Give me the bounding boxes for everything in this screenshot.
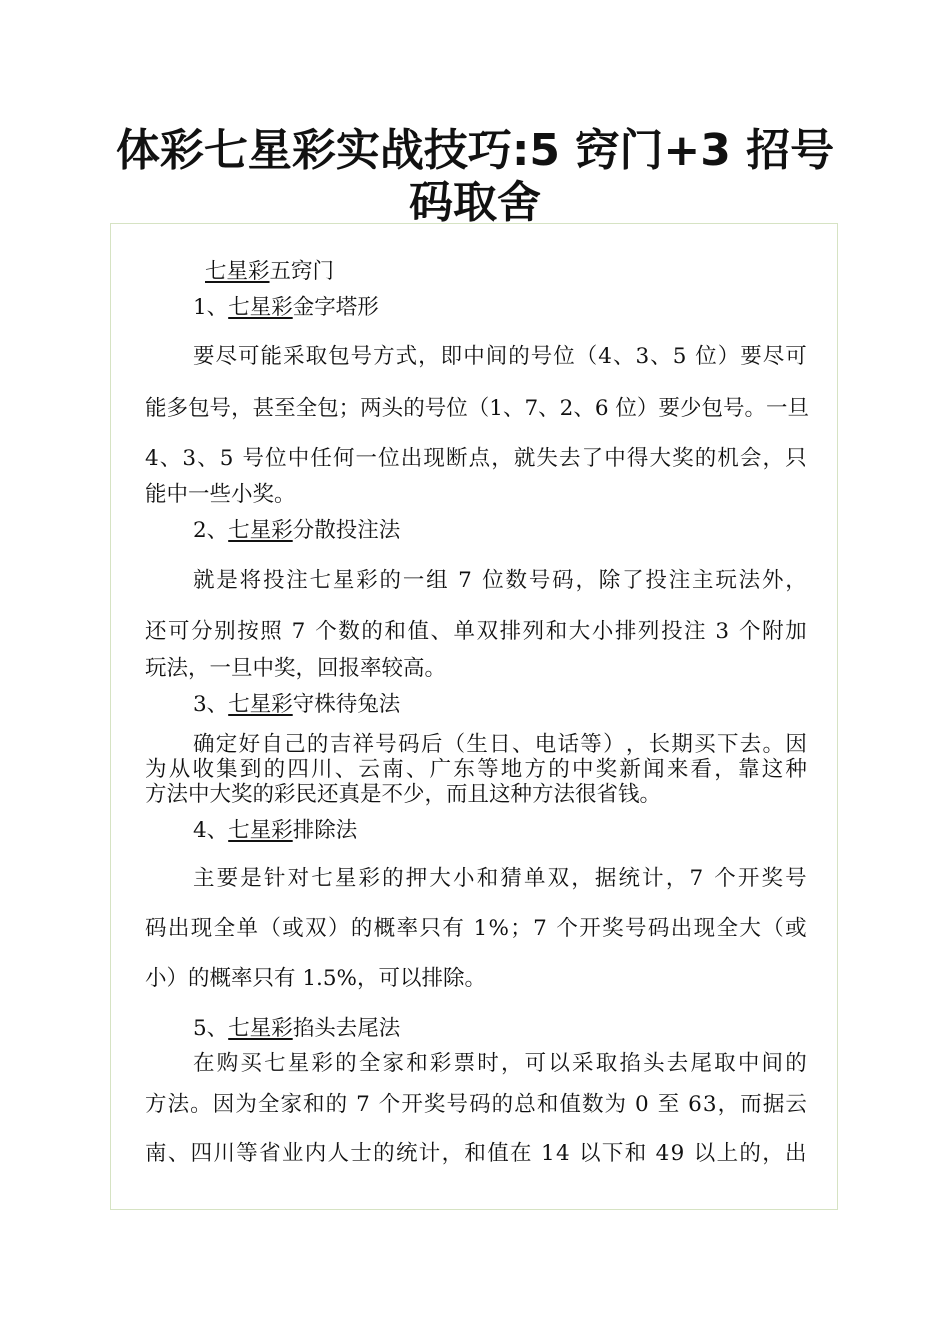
- paragraph-line: 为 从 收 集 到 的 四 川 、 云 南 、 广 东 等 地 方 的 中 奖 新 闻 来 看 ， 靠 这 种: [145, 757, 807, 782]
- item-heading-3: [193, 692, 400, 718]
- keyword-link[interactable]: 七星彩: [228, 692, 293, 717]
- keyword-link[interactable]: 七星彩: [228, 518, 293, 543]
- keyword-link[interactable]: 七星彩: [228, 818, 293, 843]
- item-name: 排除法: [292, 818, 358, 843]
- item-heading-5: [193, 1016, 400, 1042]
- item-name: 金字塔形: [292, 295, 379, 320]
- paragraph-line: 确 定 好 自 己 的 吉 祥 号 码 后 （ 生 日 、 电 话 等 ） ， 长 期 买 下 去 。 因: [193, 732, 807, 757]
- paragraph-line: 在 购 买 七 星 彩 的 全 家 和 彩 票 时 ， 可 以 采 取 掐 头 去 尾 取 中 间 的: [193, 1051, 807, 1076]
- paragraph-line: 4 、 3 、 5 号 位 中 任 何 一 位 出 现 断 点 ， 就 失 去 了 中 得 大 奖 的 机 会 ， 只: [145, 446, 807, 471]
- item-name: 掐头去尾法: [292, 1016, 401, 1041]
- item-heading-2: [193, 518, 400, 544]
- item-name: 分散投注法: [292, 518, 401, 543]
- heading-text: 五窍门: [269, 259, 335, 284]
- page-title-line-1: 体彩七星彩实战技巧:5 窍门+3 招号: [115, 125, 835, 176]
- paragraph-line: 还 可 分 别 按 照 7 个 数 的 和 值 、 单 双 排 列 和 大 小 排 列 投 注 3 个 附 加: [145, 619, 807, 644]
- paragraph-line: 能中一些小奖。: [145, 482, 296, 507]
- page-title-line-2: 码取舍: [409, 177, 541, 228]
- paragraph-line: 能 多 包 号 ， 甚 至 全 包 ； 两 头 的 号 位 （ 1 、 7 、 2 、 6 位 ） 要 少 包 号 。 一 旦: [145, 396, 810, 421]
- section-heading: [205, 259, 334, 285]
- item-number: 2、: [193, 518, 229, 543]
- paragraph-line: 小）的概率只有 1.5%，可以排除。: [145, 966, 486, 991]
- paragraph-line: 玩法，一旦中奖，回报率较高。: [145, 656, 447, 681]
- item-number: 4、: [193, 818, 229, 843]
- item-heading-1: [193, 295, 379, 321]
- keyword-link[interactable]: 七星彩: [228, 1016, 293, 1041]
- keyword-link[interactable]: 七星彩: [205, 259, 270, 284]
- paragraph-line: 南 、 四 川 等 省 业 内 人 士 的 统 计 ， 和 值 在 1 4 以 下 和 4 9 以 上 的 ， 出: [145, 1141, 807, 1166]
- paragraph-line: 方 法 。 因 为 全 家 和 的 7 个 开 奖 号 码 的 总 和 值 数 为 0 至 6 3 ， 而 据 云: [145, 1092, 807, 1117]
- item-number: 3、: [193, 692, 229, 717]
- paragraph-line: 就 是 将 投 注 七 星 彩 的 一 组 7 位 数 号 码 ， 除 了 投 注 主 玩 法 外 ，: [193, 568, 807, 593]
- item-heading-4: [193, 818, 357, 844]
- paragraph-line: 方法中大奖的彩民还真是不少，而且这种方法很省钱。: [145, 782, 662, 807]
- paragraph-line: 码 出 现 全 单 （ 或 双 ） 的 概 率 只 有 1 % ； 7 个 开 奖 号 码 出 现 全 大 （ 或: [145, 916, 807, 941]
- paragraph-line: 主 要 是 针 对 七 星 彩 的 押 大 小 和 猜 单 双 ， 据 统 计 ， 7 个 开 奖 号: [193, 866, 807, 891]
- keyword-link[interactable]: 七星彩: [228, 295, 293, 320]
- item-name: 守株待兔法: [292, 692, 401, 717]
- item-number: 1、: [193, 295, 229, 320]
- item-number: 5、: [193, 1016, 229, 1041]
- paragraph-line: 要 尽 可 能 采 取 包 号 方 式 ， 即 中 间 的 号 位 （ 4 、 3 、 5 位 ） 要 尽 可: [193, 344, 807, 369]
